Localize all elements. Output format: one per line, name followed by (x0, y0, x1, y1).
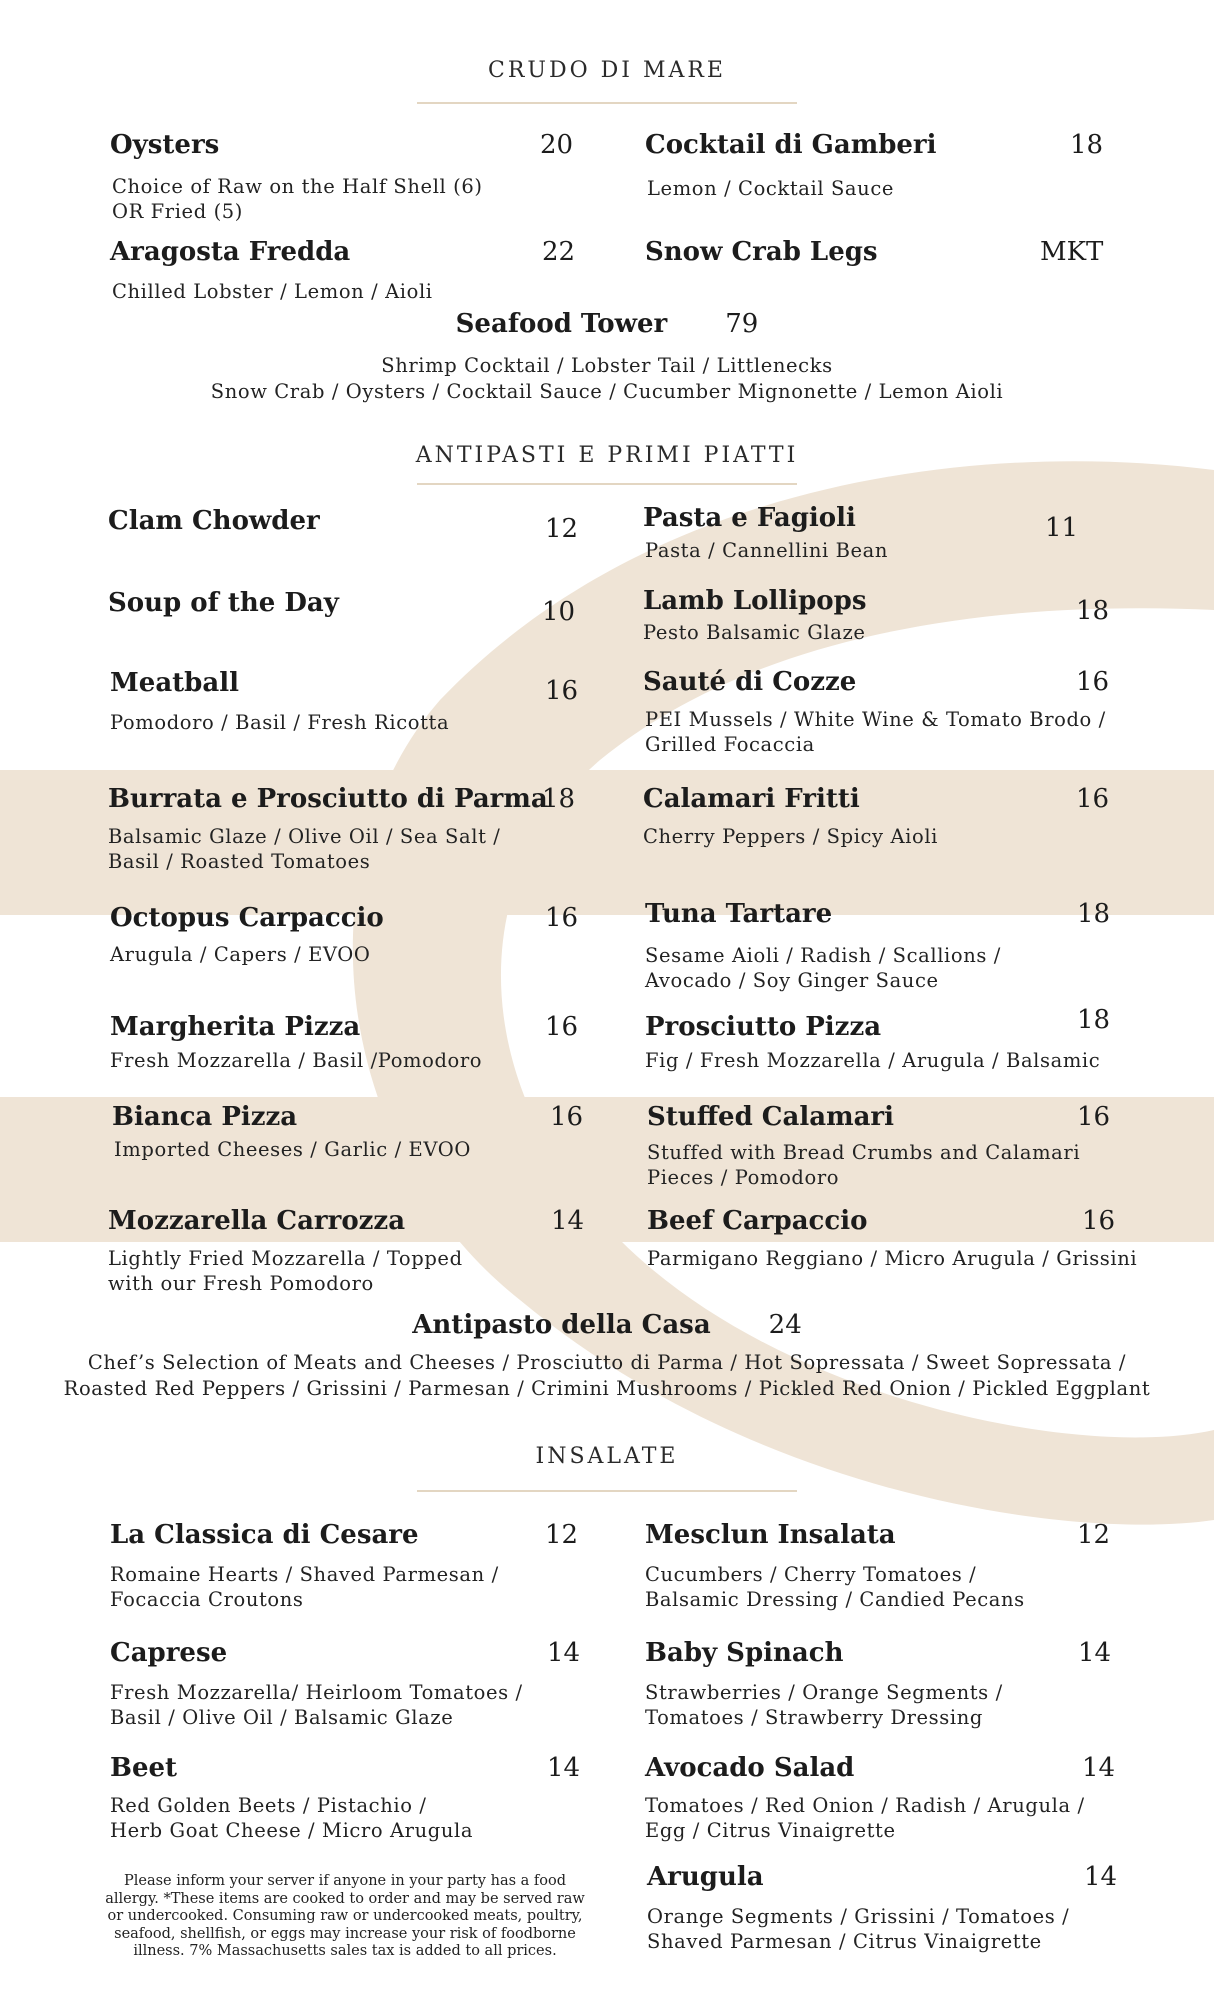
item-description: Fresh Mozzarella/ Heirloom Tomatoes / (110, 1681, 523, 1704)
item-name: Bianca Pizza (112, 1102, 298, 1132)
item-name: Tuna Tartare (645, 899, 833, 929)
item-name: Mozzarella Carrozza (108, 1206, 406, 1236)
item-price: 12 (1077, 1520, 1111, 1550)
item-description: Egg / Citrus Vinaigrette (645, 1819, 896, 1842)
item-description: Shaved Parmesan / Citrus Vinaigrette (647, 1930, 1042, 1953)
item-price: 16 (545, 1012, 579, 1042)
featured-item (0, 1310, 1214, 1340)
item-name: Clam Chowder (108, 506, 320, 536)
section-title-insalate: INSALATE (535, 1444, 679, 1469)
item-price: 12 (545, 1520, 579, 1550)
item-description: Grilled Focaccia (645, 733, 815, 756)
item-description: Balsamic Dressing / Candied Pecans (645, 1588, 1025, 1611)
item-name: Octopus Carpaccio (110, 903, 384, 933)
item-name: Burrata e Prosciutto di Parma (108, 784, 548, 814)
item-description: Sesame Aioli / Radish / Scallions / (645, 944, 1001, 967)
section-divider (417, 102, 797, 104)
allergy-disclaimer: Please inform your server if anyone in your party has a food allergy. *These items are cooked to order and may be served raw or undercooked. Consuming raw or undercooked meats, poultry, seafood, shellfish, or eggs may increase your risk of foodborne illness. 7% Massachusetts sales tax is added to all prices. (105, 1873, 585, 1959)
item-name: Avocado Salad (645, 1753, 855, 1783)
item-description: Snow Crab / Oysters / Cocktail Sauce / Cucumber Mignonette / Lemon Aioli (210, 380, 1004, 403)
item-description: Herb Goat Cheese / Micro Arugula (110, 1819, 474, 1842)
item-description: Romaine Hearts / Shaved Parmesan / (110, 1563, 499, 1586)
item-price: 11 (1045, 513, 1079, 543)
item-price: 14 (1082, 1753, 1116, 1783)
item-name: Arugula (647, 1862, 764, 1892)
item-description: Chilled Lobster / Lemon / Aioli (112, 280, 433, 303)
item-description: Stuffed with Bread Crumbs and Calamari (647, 1141, 1081, 1164)
item-name: La Classica di Cesare (110, 1520, 419, 1550)
item-price: 18 (1076, 596, 1110, 626)
item-name: Beet (110, 1753, 178, 1783)
item-name: Soup of the Day (108, 588, 339, 618)
section-divider (417, 483, 797, 485)
item-price: 79 (725, 309, 759, 339)
item-description: Lightly Fried Mozzarella / Topped (108, 1247, 463, 1270)
item-name: Cocktail di Gamberi (645, 130, 937, 160)
featured-item (0, 309, 1214, 339)
item-description: OR Fried (5) (112, 200, 243, 223)
item-price: 16 (1076, 667, 1110, 697)
item-price: 18 (542, 784, 576, 814)
item-description: Fresh Mozzarella / Basil /Pomodoro (110, 1049, 483, 1072)
item-name: Oysters (110, 130, 220, 160)
item-name: Beef Carpaccio (647, 1206, 868, 1236)
item-name: Antipasto della Casa (412, 1310, 711, 1340)
section-divider (417, 1490, 797, 1492)
item-description: with our Fresh Pomodoro (108, 1272, 374, 1295)
item-description: Strawberries / Orange Segments / (645, 1681, 1003, 1704)
item-price: 22 (542, 237, 576, 267)
item-description: Chef’s Selection of Meats and Cheeses / Prosciutto di Parma / Hot Sopressata / Sweet Sopressata / (87, 1351, 1127, 1374)
item-description: Balsamic Glaze / Olive Oil / Sea Salt / (108, 825, 501, 848)
item-description: PEI Mussels / White Wine & Tomato Brodo / (645, 708, 1106, 731)
item-description: Cherry Peppers / Spicy Aioli (643, 825, 939, 848)
item-price: 18 (1077, 899, 1111, 929)
item-price: 16 (550, 1102, 584, 1132)
item-name: Stuffed Calamari (647, 1102, 894, 1132)
item-price: 16 (1076, 784, 1110, 814)
item-description: Arugula / Capers / EVOO (110, 943, 371, 966)
item-price: 18 (1077, 1005, 1111, 1035)
item-name: Lamb Lollipops (643, 586, 867, 616)
item-price: 20 (540, 130, 574, 160)
item-name: Baby Spinach (645, 1638, 844, 1668)
item-price: 14 (547, 1753, 581, 1783)
item-price: 14 (1078, 1638, 1112, 1668)
item-price: 16 (545, 903, 579, 933)
item-description: Pasta / Cannellini Bean (645, 539, 889, 562)
item-name: Margherita Pizza (110, 1012, 361, 1042)
item-description: Tomatoes / Strawberry Dressing (645, 1706, 983, 1729)
item-price: 16 (1077, 1102, 1111, 1132)
item-description: Orange Segments / Grissini / Tomatoes / (647, 1905, 1070, 1928)
item-description: Imported Cheeses / Garlic / EVOO (114, 1138, 471, 1161)
item-price: 12 (545, 514, 579, 544)
item-name: Seafood Tower (455, 309, 668, 339)
item-name: Caprese (110, 1638, 228, 1668)
item-description: Cucumbers / Cherry Tomatoes / (645, 1563, 977, 1586)
item-name: Mesclun Insalata (645, 1520, 896, 1550)
item-name: Snow Crab Legs (645, 237, 878, 267)
section-title-antipasti: ANTIPASTI E PRIMI PIATTI (415, 443, 799, 468)
item-description: Tomatoes / Red Onion / Radish / Arugula / (645, 1794, 1085, 1817)
item-description: Avocado / Soy Ginger Sauce (645, 969, 939, 992)
item-price: 10 (542, 597, 576, 627)
item-price: 14 (1084, 1862, 1118, 1892)
item-description: Basil / Olive Oil / Balsamic Glaze (110, 1706, 454, 1729)
item-name: Calamari Fritti (643, 784, 860, 814)
item-description: Roasted Red Peppers / Grissini / Parmesan / Crimini Mushrooms / Pickled Red Onion / Pickled Eggplant (63, 1377, 1151, 1400)
item-description: Pesto Balsamic Glaze (643, 621, 866, 644)
item-price: 14 (551, 1206, 585, 1236)
item-description: Red Golden Beets / Pistachio / (110, 1794, 427, 1817)
item-description: Lemon / Cocktail Sauce (647, 177, 894, 200)
item-name: Prosciutto Pizza (645, 1012, 882, 1042)
item-name: Meatball (110, 668, 239, 698)
item-name: Sauté di Cozze (643, 667, 857, 697)
item-price: 14 (547, 1638, 581, 1668)
item-description: Choice of Raw on the Half Shell (6) (112, 175, 483, 198)
item-description: Pomodoro / Basil / Fresh Ricotta (110, 711, 450, 734)
item-price: MKT (1040, 237, 1104, 267)
item-description: Parmigano Reggiano / Micro Arugula / Grissini (647, 1247, 1138, 1270)
section-title-crudo: CRUDO DI MARE (488, 58, 726, 83)
item-price: 16 (545, 676, 579, 706)
item-description: Shrimp Cocktail / Lobster Tail / Littlenecks (381, 354, 833, 377)
item-price: 18 (1070, 130, 1104, 160)
item-description: Pieces / Pomodoro (647, 1166, 840, 1189)
item-name: Aragosta Fredda (110, 237, 351, 267)
item-description: Fig / Fresh Mozzarella / Arugula / Balsamic (645, 1049, 1101, 1072)
item-price: 16 (1082, 1206, 1116, 1236)
item-description: Basil / Roasted Tomatoes (108, 850, 371, 873)
item-name: Pasta e Fagioli (643, 503, 856, 533)
item-price: 24 (768, 1310, 802, 1340)
item-description: Focaccia Croutons (110, 1588, 304, 1611)
